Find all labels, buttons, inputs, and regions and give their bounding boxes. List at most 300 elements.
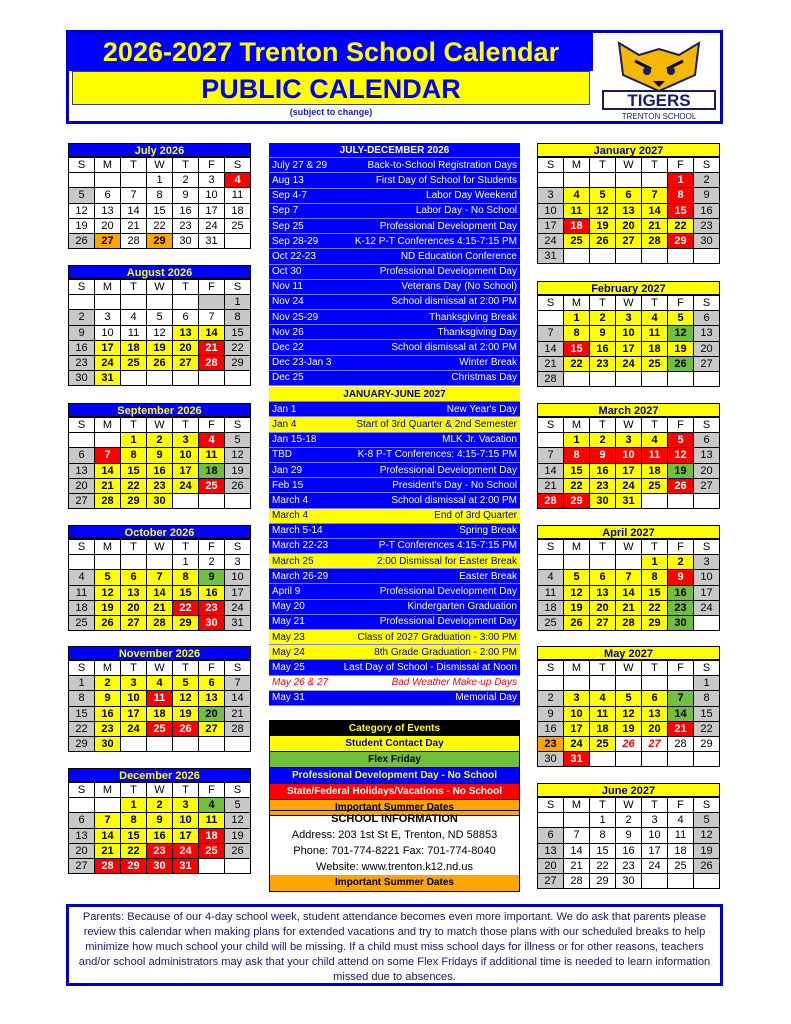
event-date: Nov 25-29 — [272, 311, 319, 323]
calendar-day: 12 — [173, 691, 199, 706]
calendar-day — [69, 798, 95, 813]
calendar-month — [537, 281, 720, 387]
event-row — [269, 524, 520, 539]
weekday-label: T — [590, 661, 616, 676]
calendar-day: 6 — [590, 570, 616, 585]
event-desc: Memorial Day — [455, 692, 517, 704]
calendar-day — [95, 173, 121, 188]
event-date: Dec 22 — [272, 342, 304, 354]
event-desc: New Year's Day — [446, 403, 517, 415]
calendar-day: 4 — [642, 311, 668, 326]
calendar-day: 13 — [95, 204, 121, 219]
calendar-day: 23 — [95, 722, 121, 737]
calendar-day: 26 — [668, 357, 694, 372]
calendar-day: 13 — [538, 844, 564, 859]
event-desc: Christmas Day — [451, 372, 517, 384]
calendar-day: 8 — [642, 570, 668, 585]
calendar-day: 10 — [173, 448, 199, 463]
calendar-title: October 2026 — [68, 525, 251, 539]
events-fall-header: JULY-DECEMBER 2026 — [269, 143, 520, 158]
weekday-label: T — [590, 418, 616, 433]
calendar-day — [538, 555, 564, 570]
calendar-day — [199, 295, 225, 310]
calendar-day: 21 — [538, 479, 564, 494]
weekday-label: T — [642, 296, 668, 311]
event-row — [269, 417, 520, 432]
calendar-day: 23 — [590, 479, 616, 494]
event-row — [269, 569, 520, 584]
calendar-day: 6 — [95, 188, 121, 203]
calendar-day: 23 — [538, 737, 564, 752]
calendar-day: 29 — [564, 494, 590, 509]
calendar-day: 1 — [564, 433, 590, 448]
calendar-day: 7 — [199, 310, 225, 325]
event-date: Jan 1 — [272, 403, 297, 415]
weekday-label: T — [173, 783, 199, 798]
event-desc: End of 3rd Quarter — [434, 510, 517, 522]
events-spring-header: JANUARY-JUNE 2027 — [269, 387, 520, 402]
event-desc: School dismissal at 2:00 PM — [391, 342, 517, 354]
calendar-day: 29 — [121, 494, 147, 509]
calendar-day: 3 — [538, 188, 564, 203]
calendar-day: 13 — [173, 326, 199, 341]
calendar-day: 3 — [616, 433, 642, 448]
event-date: Jan 4 — [272, 418, 297, 430]
event-desc: Labor Day Weekend — [426, 190, 517, 202]
weekday-label: T — [121, 661, 147, 676]
event-row — [269, 189, 520, 204]
calendar-day: 20 — [694, 342, 720, 357]
weekday-label: W — [616, 540, 642, 555]
weekday-label: W — [147, 783, 173, 798]
event-row — [269, 554, 520, 569]
calendar-day: 21 — [95, 844, 121, 859]
calendar-day: 19 — [225, 829, 251, 844]
calendar-day: 6 — [642, 691, 668, 706]
calendar-day: 18 — [642, 464, 668, 479]
event-date: Nov 26 — [272, 326, 304, 338]
calendar-day: 12 — [564, 586, 590, 601]
weekday-label: S — [694, 296, 720, 311]
calendar-day: 26 — [147, 356, 173, 371]
event-date: May 26 & 27 — [272, 677, 329, 689]
calendar-day — [95, 433, 121, 448]
calendar-day — [121, 737, 147, 752]
calendar-day — [225, 494, 251, 509]
calendar-day: 6 — [173, 310, 199, 325]
calendar-day: 12 — [225, 813, 251, 828]
calendar-day: 12 — [95, 586, 121, 601]
calendar-day: 16 — [616, 844, 642, 859]
event-row — [269, 295, 520, 310]
calendar-day: 8 — [564, 326, 590, 341]
calendar-day: 7 — [564, 828, 590, 843]
calendar-day: 25 — [121, 356, 147, 371]
calendar-day: 29 — [121, 859, 147, 874]
calendar-day — [199, 494, 225, 509]
calendar-day: 27 — [616, 234, 642, 249]
event-desc: Easter Break — [459, 570, 517, 582]
calendar-day: 12 — [668, 448, 694, 463]
calendar-day — [694, 874, 720, 889]
calendar-day: 29 — [668, 234, 694, 249]
calendar-day: 24 — [95, 356, 121, 371]
weekday-label: S — [69, 540, 95, 555]
calendar-day: 22 — [564, 479, 590, 494]
event-date: Jan 29 — [272, 464, 303, 476]
calendar-day: 29 — [694, 737, 720, 752]
calendar-day — [642, 676, 668, 691]
calendar-day: 20 — [173, 341, 199, 356]
weekday-label: S — [538, 798, 564, 813]
calendar-day: 15 — [121, 829, 147, 844]
event-desc: Thanksgiving Break — [429, 311, 517, 323]
calendar-day: 13 — [199, 691, 225, 706]
calendar-day: 27 — [199, 722, 225, 737]
calendar-title: December 2026 — [68, 768, 251, 782]
calendar-day: 2 — [668, 555, 694, 570]
calendar-day: 2 — [147, 798, 173, 813]
calendar-day: 24 — [121, 722, 147, 737]
weekday-label: S — [538, 158, 564, 173]
events-fall — [269, 143, 520, 386]
calendar-day: 29 — [173, 616, 199, 631]
weekday-label: T — [590, 798, 616, 813]
logo-text: TIGERS — [627, 91, 691, 110]
calendar-day: 25 — [642, 479, 668, 494]
weekday-label: W — [616, 296, 642, 311]
weekday-label: S — [225, 418, 251, 433]
calendar-day: 7 — [121, 188, 147, 203]
event-desc: ND Education Conference — [400, 250, 517, 262]
calendar-day: 4 — [147, 676, 173, 691]
calendar-day: 10 — [642, 828, 668, 843]
calendar-day: 9 — [199, 570, 225, 585]
calendar-day: 5 — [225, 798, 251, 813]
event-desc: Veterans Day (No School) — [401, 281, 517, 293]
calendar-day: 30 — [199, 616, 225, 631]
event-row — [269, 325, 520, 340]
weekday-label: S — [69, 158, 95, 173]
event-date: Nov 24 — [272, 296, 304, 308]
calendar-day: 29 — [642, 616, 668, 631]
calendar-day: 28 — [225, 722, 251, 737]
calendar-day: 1 — [121, 798, 147, 813]
calendar-day — [616, 555, 642, 570]
calendar-day: 2 — [538, 691, 564, 706]
calendar-day: 23 — [694, 219, 720, 234]
weekday-label: M — [564, 661, 590, 676]
calendar-day: 14 — [642, 204, 668, 219]
calendar-day: 11 — [538, 586, 564, 601]
calendar-day: 9 — [668, 570, 694, 585]
calendar-day: 14 — [121, 204, 147, 219]
calendar-day: 10 — [616, 326, 642, 341]
calendar-month — [537, 143, 720, 264]
calendar-day: 5 — [564, 570, 590, 585]
calendar-day: 24 — [564, 737, 590, 752]
event-desc: School dismissal at 2:00 PM — [391, 494, 517, 506]
event-desc: Professional Development Day — [379, 464, 517, 476]
event-row — [269, 539, 520, 554]
weekday-label: M — [564, 540, 590, 555]
calendar-day: 5 — [95, 570, 121, 585]
calendar-day: 26 — [173, 722, 199, 737]
info-address: Address: 203 1st St E, Trenton, ND 58853 — [291, 829, 498, 841]
calendar-day: 3 — [564, 691, 590, 706]
event-date: Dec 23-Jan 3 — [272, 357, 332, 369]
calendar-day — [147, 371, 173, 386]
calendar-day: 28 — [668, 737, 694, 752]
calendar-day: 11 — [69, 586, 95, 601]
calendar-day: 10 — [616, 448, 642, 463]
school-information — [269, 810, 520, 892]
calendar-day: 18 — [199, 829, 225, 844]
event-desc: First Day of School for Students — [375, 174, 517, 186]
calendar-day: 27 — [694, 357, 720, 372]
event-date: Feb 15 — [272, 479, 304, 491]
calendar-day — [642, 494, 668, 509]
calendar-day: 2 — [95, 676, 121, 691]
calendar-day: 11 — [199, 813, 225, 828]
calendar-title: March 2027 — [537, 403, 720, 417]
calendar-day: 4 — [564, 188, 590, 203]
calendar-day: 15 — [564, 342, 590, 357]
calendar-day: 7 — [538, 326, 564, 341]
calendar-day: 12 — [225, 448, 251, 463]
calendar-day: 26 — [95, 616, 121, 631]
calendar-day: 19 — [225, 464, 251, 479]
calendar-day — [147, 295, 173, 310]
calendar-day: 28 — [121, 234, 147, 249]
calendar-day: 8 — [173, 570, 199, 585]
calendar-day: 3 — [616, 311, 642, 326]
calendar-day: 18 — [590, 722, 616, 737]
calendar-day: 18 — [564, 219, 590, 234]
calendar-day: 18 — [538, 601, 564, 616]
event-date: May 21 — [272, 616, 305, 628]
event-date: May 23 — [272, 631, 305, 643]
calendar-day — [642, 874, 668, 889]
weekday-label: T — [173, 158, 199, 173]
calendar-day: 28 — [564, 874, 590, 889]
calendar-day: 17 — [173, 829, 199, 844]
calendar-day — [69, 295, 95, 310]
calendar-day: 27 — [121, 616, 147, 631]
event-date: May 31 — [272, 692, 305, 704]
calendar-day: 16 — [590, 464, 616, 479]
calendar-month — [68, 265, 251, 386]
event-date: Sep 25 — [272, 220, 304, 232]
calendar-day: 29 — [69, 737, 95, 752]
calendar-day: 27 — [538, 874, 564, 889]
calendar-day: 23 — [616, 859, 642, 874]
event-date: May 20 — [272, 601, 305, 613]
calendar-day: 3 — [225, 555, 251, 570]
calendar-day: 14 — [147, 586, 173, 601]
weekday-label: T — [642, 158, 668, 173]
calendar-day: 28 — [538, 494, 564, 509]
calendar-day: 23 — [199, 601, 225, 616]
event-desc: Professional Development Day — [379, 220, 517, 232]
calendar-day: 5 — [173, 676, 199, 691]
calendar-day: 22 — [121, 844, 147, 859]
calendar-day — [590, 676, 616, 691]
calendar-day: 13 — [590, 586, 616, 601]
weekday-label: S — [694, 661, 720, 676]
weekday-label: W — [147, 280, 173, 295]
calendar-day: 1 — [173, 555, 199, 570]
calendar-day: 17 — [538, 219, 564, 234]
calendar-day: 24 — [225, 601, 251, 616]
calendar-day: 20 — [642, 722, 668, 737]
calendar-day — [564, 372, 590, 387]
calendar-day — [590, 372, 616, 387]
calendar-day: 18 — [147, 707, 173, 722]
calendar-day: 9 — [538, 707, 564, 722]
calendar-day — [564, 813, 590, 828]
calendar-month — [68, 768, 251, 874]
weekday-label: T — [642, 661, 668, 676]
calendar-day: 11 — [199, 448, 225, 463]
calendar-day: 15 — [147, 204, 173, 219]
calendar-day — [121, 173, 147, 188]
weekday-label: S — [538, 540, 564, 555]
calendar-day: 20 — [616, 219, 642, 234]
calendar-day: 1 — [668, 173, 694, 188]
calendar-day: 19 — [564, 601, 590, 616]
legend-item: Important Summer Dates — [269, 800, 520, 816]
event-row — [269, 691, 520, 706]
calendar-day: 28 — [642, 234, 668, 249]
event-desc: Spring Break — [459, 525, 517, 537]
event-date: March 4 — [272, 494, 309, 506]
weekday-label: F — [199, 783, 225, 798]
calendar-day: 7 — [95, 448, 121, 463]
calendar-day: 29 — [225, 356, 251, 371]
calendar-day: 14 — [564, 844, 590, 859]
calendar-day — [694, 616, 720, 631]
calendar-title: January 2027 — [537, 143, 720, 157]
weekday-label: S — [69, 418, 95, 433]
calendar-day: 6 — [694, 433, 720, 448]
calendar-day — [121, 555, 147, 570]
calendar-day: 3 — [95, 310, 121, 325]
event-desc: MLK Jr. Vacation — [442, 434, 517, 446]
calendar-day: 24 — [173, 844, 199, 859]
calendar-day: 12 — [616, 707, 642, 722]
event-date: Oct 30 — [272, 266, 302, 278]
calendar-day: 27 — [173, 356, 199, 371]
calendar-day: 30 — [538, 752, 564, 767]
calendar-day: 16 — [147, 829, 173, 844]
calendar-day: 4 — [199, 433, 225, 448]
calendar-day: 27 — [69, 494, 95, 509]
weekday-label: W — [147, 540, 173, 555]
page-title: 2026-2027 Trenton School Calendar — [69, 33, 593, 71]
calendar-day: 18 — [121, 341, 147, 356]
event-row — [269, 158, 520, 173]
calendar-title: November 2026 — [68, 646, 251, 660]
event-row — [269, 448, 520, 463]
event-date: Aug 13 — [272, 174, 304, 186]
event-desc: P-T Conferences 4:15-7:15 PM — [378, 540, 517, 552]
calendar-day: 19 — [668, 342, 694, 357]
calendar-day — [225, 737, 251, 752]
weekday-label: S — [694, 418, 720, 433]
calendar-day: 13 — [694, 326, 720, 341]
calendar-day — [616, 676, 642, 691]
calendar-day: 4 — [199, 798, 225, 813]
calendar-day: 9 — [95, 691, 121, 706]
calendar-day: 12 — [694, 828, 720, 843]
calendar-day — [694, 752, 720, 767]
calendar-day: 14 — [225, 691, 251, 706]
calendar-day: 17 — [616, 342, 642, 357]
calendar-day: 8 — [564, 448, 590, 463]
event-date: May 25 — [272, 661, 305, 673]
calendar-day: 13 — [121, 586, 147, 601]
calendar-day: 28 — [95, 859, 121, 874]
weekday-label: T — [590, 158, 616, 173]
calendar-day: 2 — [590, 433, 616, 448]
calendar-day — [590, 752, 616, 767]
calendar-day: 24 — [616, 357, 642, 372]
event-desc: Labor Day - No School — [415, 205, 517, 217]
calendar-day: 11 — [642, 326, 668, 341]
calendar-day: 8 — [225, 310, 251, 325]
calendar-day — [538, 813, 564, 828]
calendar-day: 5 — [616, 691, 642, 706]
weekday-label: M — [564, 418, 590, 433]
calendar-day: 24 — [538, 234, 564, 249]
event-row — [269, 310, 520, 325]
weekday-label: F — [668, 296, 694, 311]
weekday-label: T — [173, 540, 199, 555]
calendar-month — [537, 646, 720, 767]
calendar-day: 30 — [147, 494, 173, 509]
calendar-day: 14 — [538, 342, 564, 357]
calendar-day: 25 — [69, 616, 95, 631]
calendar-day: 16 — [173, 204, 199, 219]
calendar-day: 22 — [564, 357, 590, 372]
calendar-day: 7 — [668, 691, 694, 706]
calendar-day: 21 — [616, 601, 642, 616]
calendar-day: 20 — [199, 707, 225, 722]
calendar-day: 25 — [147, 722, 173, 737]
calendar-day: 26 — [225, 479, 251, 494]
calendar-day: 24 — [642, 859, 668, 874]
weekday-label: M — [564, 158, 590, 173]
calendar-day: 11 — [668, 828, 694, 843]
calendar-day: 30 — [694, 234, 720, 249]
weekday-label: S — [694, 798, 720, 813]
calendar-day: 28 — [538, 372, 564, 387]
calendar-day — [199, 371, 225, 386]
calendar-day: 21 — [642, 219, 668, 234]
calendar-day — [616, 752, 642, 767]
event-row — [269, 630, 520, 645]
calendar-day — [642, 372, 668, 387]
calendar-day: 8 — [668, 188, 694, 203]
calendar-day: 9 — [590, 326, 616, 341]
calendar-day — [199, 737, 225, 752]
calendar-day: 10 — [121, 691, 147, 706]
calendar-day — [564, 249, 590, 264]
calendar-day: 1 — [590, 813, 616, 828]
calendar-day: 17 — [642, 844, 668, 859]
calendar-day: 13 — [69, 464, 95, 479]
